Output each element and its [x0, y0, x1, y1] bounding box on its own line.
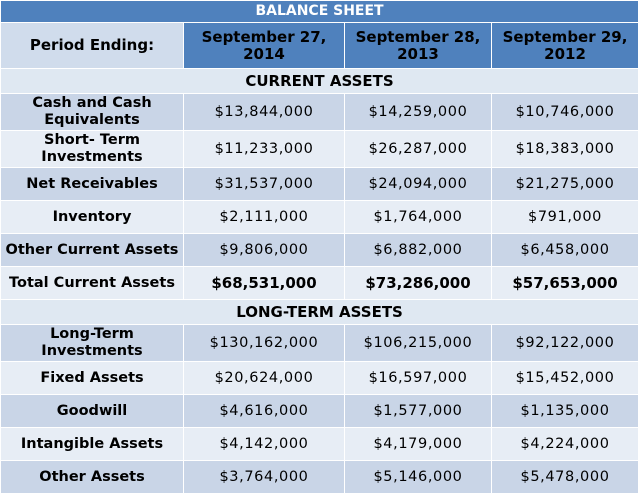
row-label: Net Receivables [1, 168, 184, 201]
cell-value: $21,275,000 [492, 168, 638, 201]
table-row [1, 395, 638, 428]
table-row [1, 428, 638, 461]
cell-value: $15,452,000 [492, 362, 638, 395]
cell-value: $5,146,000 [345, 461, 492, 494]
section-title: LONG-TERM ASSETS [1, 300, 638, 325]
cell-value: $16,597,000 [345, 362, 492, 395]
cell-value: $6,458,000 [492, 234, 638, 267]
row-label: Other Assets [1, 461, 184, 494]
cell-value: $791,000 [492, 201, 638, 234]
cell-value: $9,806,000 [184, 234, 345, 267]
cell-value: $24,094,000 [345, 168, 492, 201]
column-header-2013: September 28, 2013 [345, 23, 492, 69]
header-row [1, 23, 638, 69]
row-label: Intangible Assets [1, 428, 184, 461]
cell-value: $20,624,000 [184, 362, 345, 395]
cell-value: $5,478,000 [492, 461, 638, 494]
table-row [1, 234, 638, 267]
cell-value: $18,383,000 [492, 131, 638, 168]
row-label: Cash and Cash Equivalents [1, 94, 184, 131]
cell-value: $4,142,000 [184, 428, 345, 461]
row-label: Total Current Assets [1, 267, 184, 300]
cell-value: $2,111,000 [184, 201, 345, 234]
cell-value: $92,122,000 [492, 325, 638, 362]
cell-value: $130,162,000 [184, 325, 345, 362]
cell-value: $4,224,000 [492, 428, 638, 461]
cell-value: $6,882,000 [345, 234, 492, 267]
column-header-2012: September 29, 2012 [492, 23, 638, 69]
cell-value: $13,844,000 [184, 94, 345, 131]
cell-value: $106,215,000 [345, 325, 492, 362]
cell-value: $1,764,000 [345, 201, 492, 234]
cell-value: $31,537,000 [184, 168, 345, 201]
table-row [1, 461, 638, 494]
total-row [1, 267, 638, 300]
cell-value: $4,179,000 [345, 428, 492, 461]
cell-value: $14,259,000 [345, 94, 492, 131]
table-row [1, 201, 638, 234]
total-value: $73,286,000 [345, 267, 492, 300]
row-label: Fixed Assets [1, 362, 184, 395]
cell-value: $1,577,000 [345, 395, 492, 428]
table-row [1, 94, 638, 131]
row-label: Short- Term Investments [1, 131, 184, 168]
title-row [1, 1, 638, 23]
table-row [1, 131, 638, 168]
row-label: Goodwill [1, 395, 184, 428]
column-header-2014: September 27, 2014 [184, 23, 345, 69]
section-title: CURRENT ASSETS [1, 69, 638, 94]
total-value: $57,653,000 [492, 267, 638, 300]
sheet-title: BALANCE SHEET [1, 1, 638, 23]
table-row [1, 325, 638, 362]
row-label: Inventory [1, 201, 184, 234]
cell-value: $1,135,000 [492, 395, 638, 428]
cell-value: $3,764,000 [184, 461, 345, 494]
cell-value: $4,616,000 [184, 395, 345, 428]
cell-value: $11,233,000 [184, 131, 345, 168]
total-value: $68,531,000 [184, 267, 345, 300]
table-row [1, 168, 638, 201]
row-label: Long-Term Investments [1, 325, 184, 362]
row-label: Other Current Assets [1, 234, 184, 267]
period-ending-label: Period Ending: [1, 23, 184, 69]
cell-value: $26,287,000 [345, 131, 492, 168]
section-header-long-term-assets [1, 300, 638, 325]
section-header-current-assets [1, 69, 638, 94]
table-row [1, 362, 638, 395]
cell-value: $10,746,000 [492, 94, 638, 131]
